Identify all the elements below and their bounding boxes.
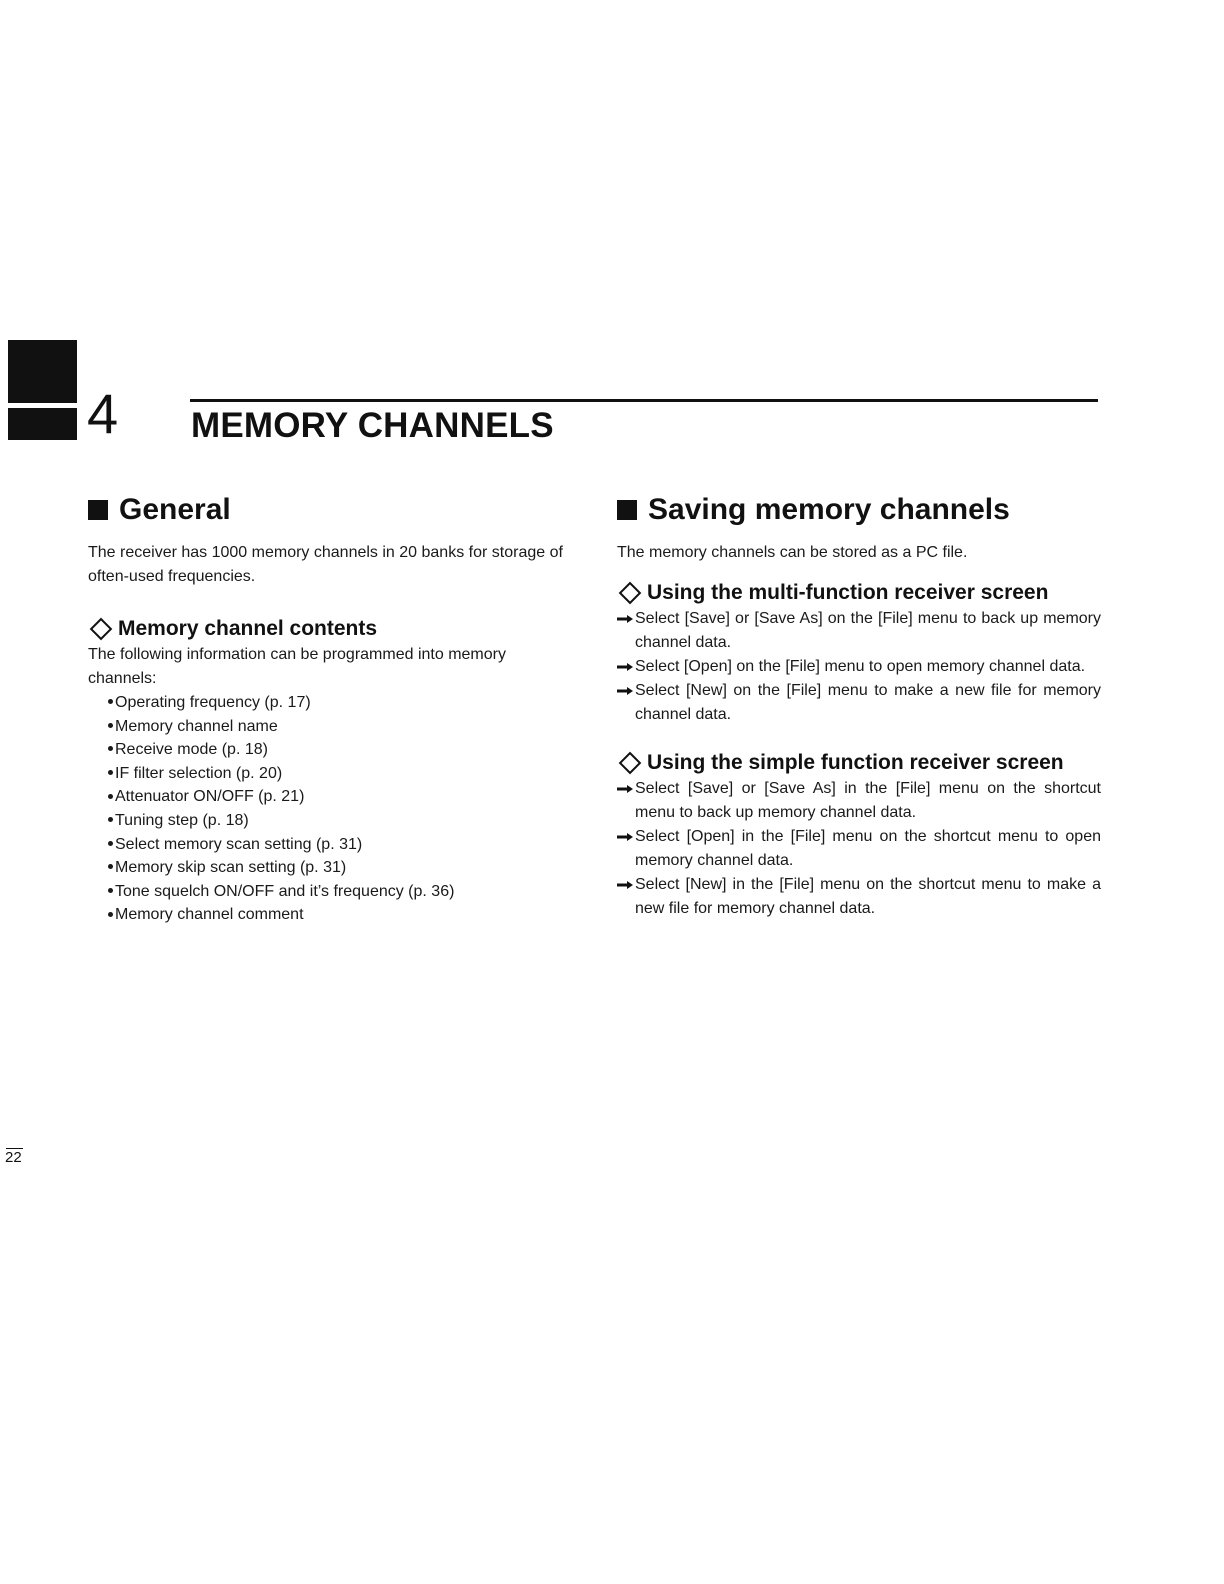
chapter-tab-block (8, 340, 77, 403)
step-item (617, 655, 1101, 679)
list-item (108, 691, 572, 715)
step-item (617, 607, 1101, 655)
list-item (108, 833, 572, 857)
chapter-title: MEMORY CHANNELS (191, 406, 554, 445)
list-item-text: Memory channel name (115, 717, 278, 735)
simple-function-heading-text: Using the simple function receiver screen (647, 751, 1064, 774)
step-item (617, 825, 1101, 873)
list-item (108, 809, 572, 833)
memory-contents-intro: The following information can be programmed into memory channels: (88, 646, 506, 687)
list-item-text: Memory skip scan setting (p. 31) (115, 859, 347, 877)
diamond-icon (619, 582, 642, 605)
arrow-icon (617, 679, 635, 695)
step-text: Select [Open] on the [File] menu to open memory channel data. (635, 658, 1086, 675)
list-item-text: Tuning step (p. 18) (115, 811, 249, 829)
list-item (108, 856, 572, 880)
memory-contents-heading-text: Memory channel contents (118, 617, 378, 640)
bullet-icon (108, 912, 113, 917)
diamond-icon (90, 618, 113, 641)
arrow-icon (617, 777, 635, 793)
square-icon (88, 500, 108, 520)
chapter-number: 4 (87, 382, 119, 445)
step-text: Select [New] on the [File] menu to make a new file for memory channel data. (635, 682, 1101, 723)
list-item-text: Tone squelch ON/OFF and it’s frequency (p. 36) (115, 882, 455, 900)
step-item (617, 873, 1101, 921)
list-item (108, 762, 572, 786)
step-text: Select [Save] or [Save As] on the [File] menu to back up memory channel data. (635, 610, 1101, 651)
step-text: Select [Save] or [Save As] in the [File] menu on the shortcut menu to back up memory channel data. (635, 780, 1101, 821)
list-item (108, 738, 572, 762)
list-item-text: Select memory scan setting (p. 31) (115, 835, 363, 853)
bullet-icon (108, 746, 113, 751)
list-item (108, 785, 572, 809)
arrow-icon (617, 607, 635, 623)
bullet-icon (108, 723, 113, 728)
multi-function-heading (617, 579, 1101, 607)
bullet-icon (108, 770, 113, 775)
saving-intro: The memory channels can be stored as a PC file. (617, 544, 968, 561)
square-icon (617, 500, 637, 520)
diamond-icon (619, 752, 642, 775)
list-item (108, 903, 572, 927)
saving-heading (617, 490, 1101, 530)
list-item-text: Receive mode (p. 18) (115, 741, 268, 759)
memory-contents-list (88, 691, 572, 927)
bullet-icon (108, 699, 113, 704)
list-item-text: Memory channel comment (115, 906, 304, 924)
bullet-icon (108, 888, 113, 893)
chapter-tab-marker (8, 408, 77, 440)
bullet-icon (108, 864, 113, 869)
simple-function-heading (617, 749, 1101, 777)
general-heading-text: General (119, 493, 231, 526)
list-item (108, 715, 572, 739)
chapter-rule (190, 399, 1098, 402)
saving-section (617, 490, 1101, 921)
arrow-icon (617, 873, 635, 889)
step-item (617, 679, 1101, 727)
arrow-icon (617, 655, 635, 671)
bullet-icon (108, 817, 113, 822)
general-section (88, 490, 572, 927)
bullet-icon (108, 841, 113, 846)
general-heading (88, 490, 572, 530)
general-intro: The receiver has 1000 memory channels in 20 banks for storage of often-used frequencies. (88, 544, 563, 585)
list-item-text: IF filter selection (p. 20) (115, 764, 283, 782)
memory-contents-heading (88, 615, 572, 643)
page-number: 22 (5, 1149, 22, 1166)
arrow-icon (617, 825, 635, 841)
step-text: Select [Open] in the [File] menu on the shortcut menu to open memory channel data. (635, 828, 1101, 869)
step-item (617, 777, 1101, 825)
multi-function-heading-text: Using the multi-function receiver screen (647, 581, 1049, 604)
list-item-text: Operating frequency (p. 17) (115, 694, 311, 711)
list-item (108, 880, 572, 904)
bullet-icon (108, 794, 113, 799)
saving-heading-text: Saving memory channels (648, 493, 1010, 526)
step-text: Select [New] in the [File] menu on the shortcut menu to make a new file for memory channel data. (635, 876, 1101, 917)
list-item-text: Attenuator ON/OFF (p. 21) (115, 788, 305, 806)
